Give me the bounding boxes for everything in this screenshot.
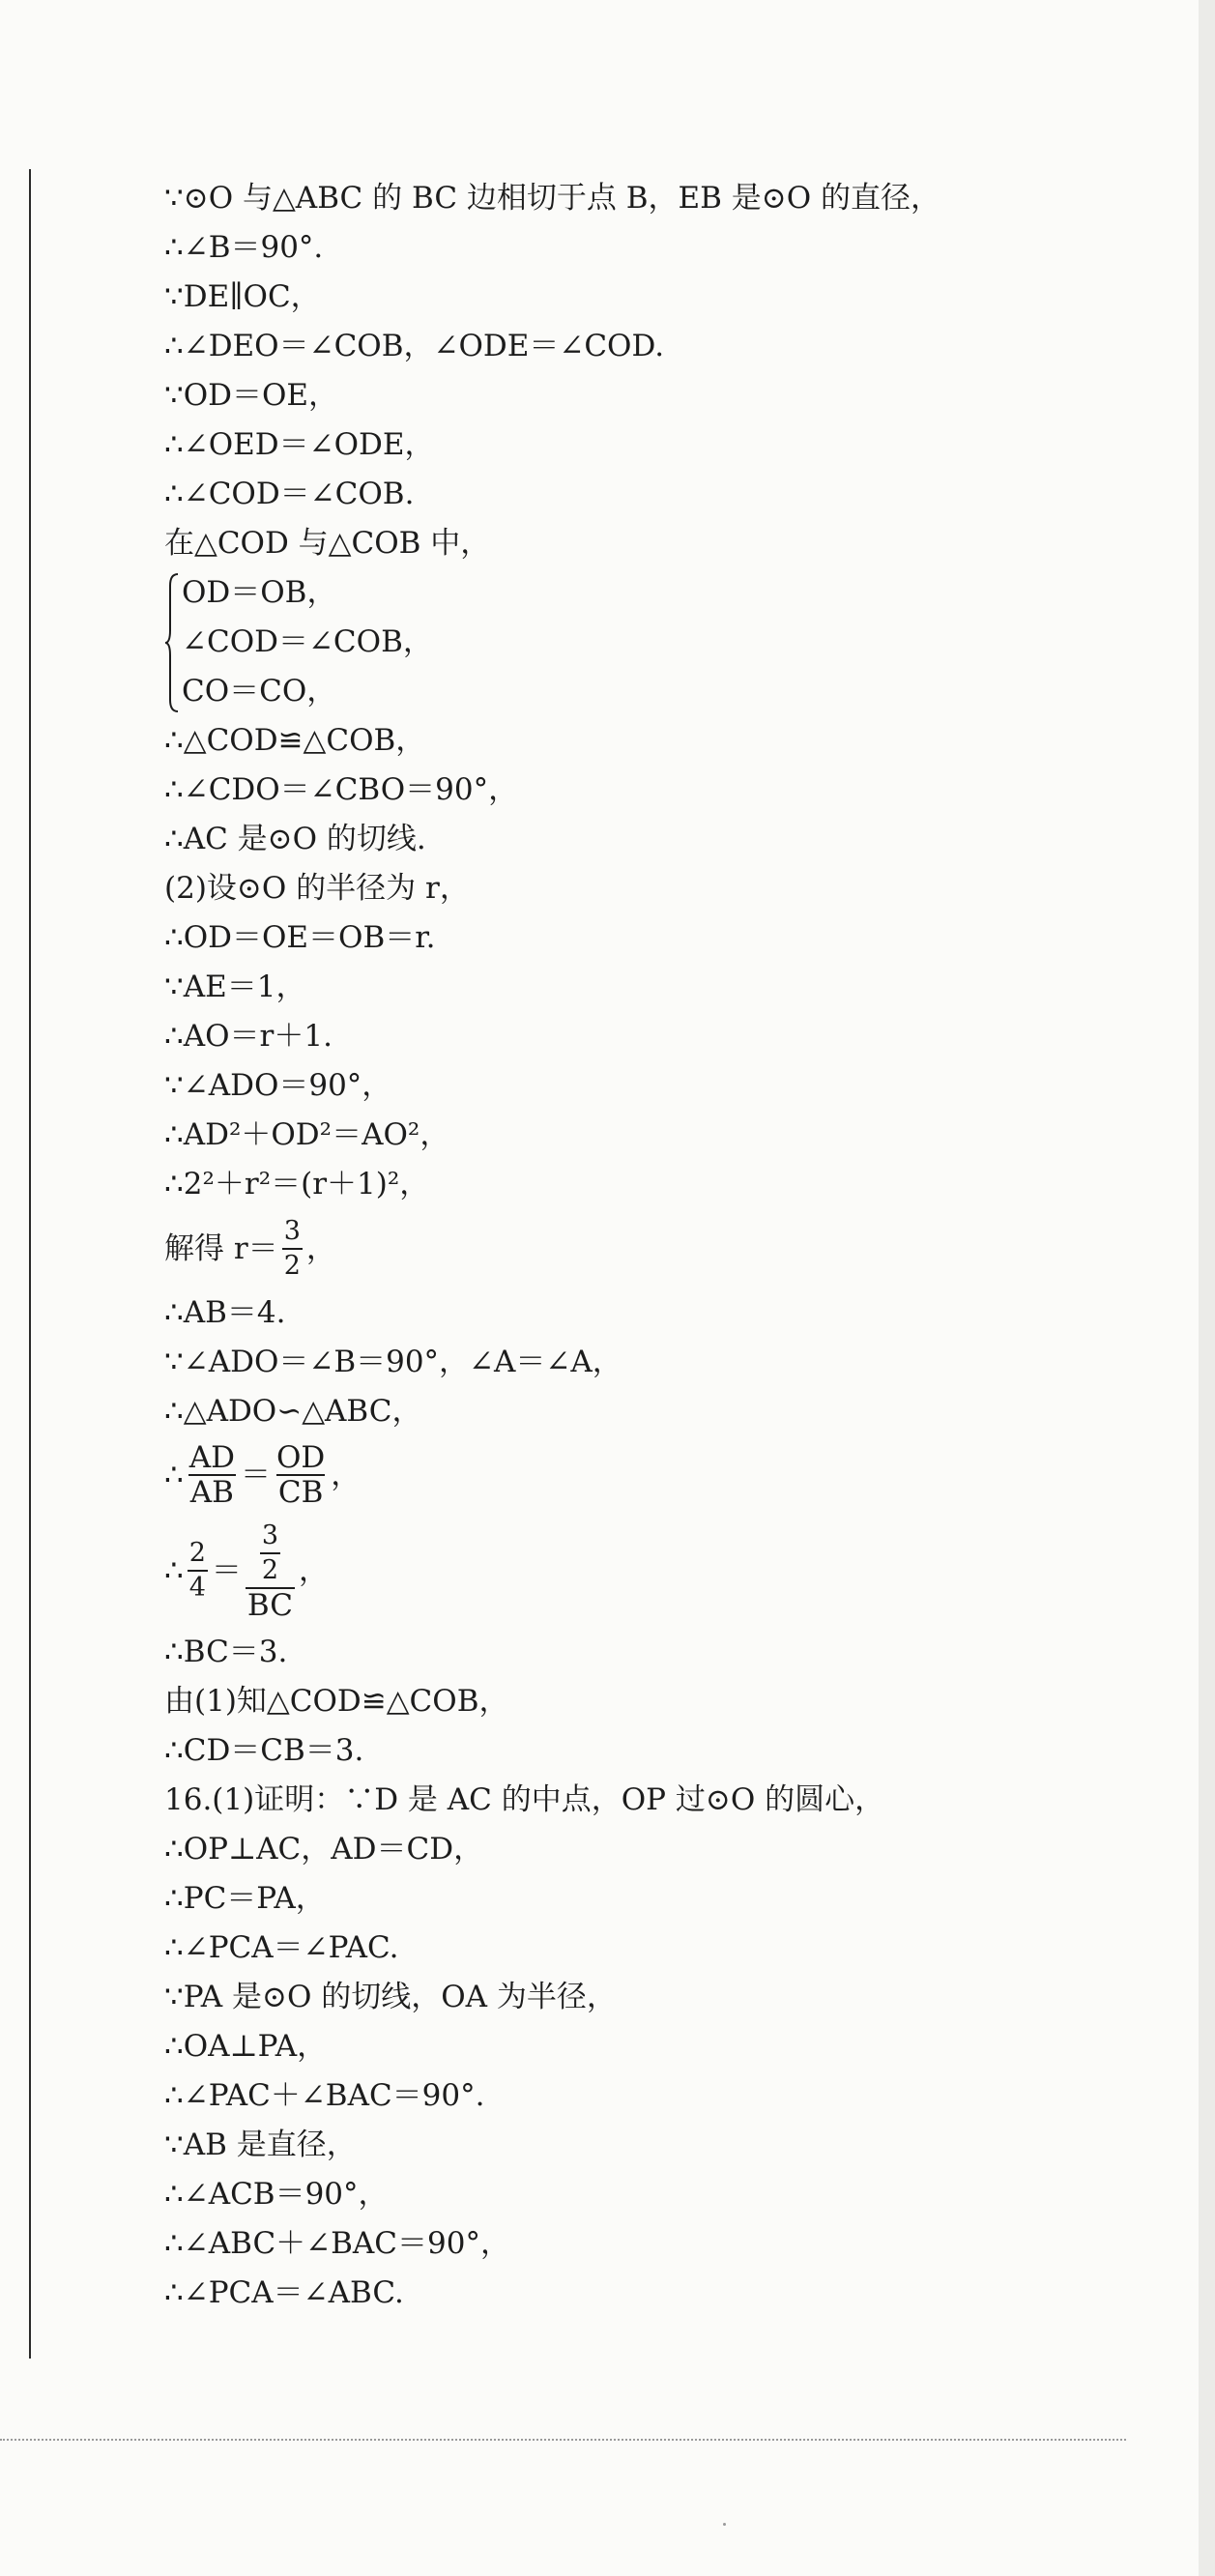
scan-speck <box>723 2523 726 2526</box>
text-line: ∴∠PAC＋∠BAC＝90°. <box>164 2078 485 2113</box>
fraction-denominator: CB <box>277 1475 324 1510</box>
fraction-numerator: AD <box>188 1440 235 1475</box>
ratio-prefix: ∴ <box>164 1457 184 1492</box>
fraction-denominator: 2 <box>260 1552 280 1587</box>
fraction-od-cb <box>275 1441 327 1509</box>
text-line: ∴∠CDO＝∠CBO＝90°， <box>164 772 519 807</box>
dotted-divider <box>0 2439 1126 2441</box>
text-line: ∴AC 是⊙O 的切线. <box>164 822 426 856</box>
text-line: ∴BC＝3. <box>164 1635 288 1669</box>
fraction-denominator: AB <box>189 1475 234 1510</box>
text-line: ∴OP⊥AC，AD＝CD， <box>164 1832 484 1867</box>
text-line: ∴PC＝PA， <box>164 1881 326 1916</box>
text-line: ∴∠B＝90°. <box>164 230 324 265</box>
text-line: ∴∠COD＝∠COB. <box>164 477 415 511</box>
text-line: ∴∠ACB＝90°， <box>164 2177 389 2212</box>
text-line: ∴AB＝4. <box>164 1295 286 1330</box>
fraction-3-2 <box>260 1520 280 1587</box>
text-line: ∵OD＝OE， <box>164 378 339 413</box>
solve-prefix: 解得 r＝ <box>164 1230 278 1266</box>
fraction-nested <box>246 1520 295 1622</box>
text-line: (2)设⊙O 的半径为 r， <box>164 871 470 906</box>
text-line: ∴∠PCA＝∠ABC. <box>164 2275 404 2310</box>
text-line: ∴AO＝r＋1. <box>164 1019 333 1054</box>
equals-sign: ＝ <box>240 1457 271 1492</box>
ratio-line-1 <box>164 1436 1131 1514</box>
text-line: ∵AE＝1， <box>164 970 306 1004</box>
text-line: ∴2²＋r²＝(r＋1)²， <box>164 1167 430 1201</box>
ratio-prefix: ∴ <box>164 1552 184 1588</box>
fraction-denominator: BC <box>246 1588 293 1623</box>
text-line: ∵AB 是直径， <box>164 2127 357 2162</box>
fraction-ad-ab <box>188 1441 237 1509</box>
text-line: 16.(1)证明：∵D 是 AC 的中点，OP 过⊙O 的圆心， <box>164 1782 885 1817</box>
fraction-denominator: 4 <box>188 1570 208 1605</box>
system-line: OD＝OB， <box>182 575 337 610</box>
ratio-suffix: ， <box>299 1552 329 1588</box>
text-line: ∴∠OED＝∠ODE， <box>164 427 435 462</box>
fraction-denominator: 2 <box>282 1248 303 1283</box>
text-line: ∵DE∥OC， <box>164 279 321 314</box>
fraction-numerator: 2 <box>188 1538 206 1568</box>
fraction-numerator: OD <box>275 1440 326 1475</box>
text-line: ∴△COD≌△COB， <box>164 723 426 758</box>
fraction-2-4 <box>188 1537 208 1605</box>
text-line: ∴OD＝OE＝OB＝r. <box>164 920 436 955</box>
text-line: ∴AD²＋OD²＝AO²， <box>164 1117 450 1152</box>
left-brace-icon <box>164 572 180 713</box>
text-line: ∵PA 是⊙O 的切线，OA 为半径， <box>164 1980 617 2014</box>
text-line: ∴∠ABC＋∠BAC＝90°， <box>164 2226 510 2261</box>
ratio-line-2 <box>164 1514 1131 1628</box>
text-line: ∴CD＝CB＝3. <box>164 1733 364 1768</box>
text-line: ∴∠PCA＝∠PAC. <box>164 1930 399 1965</box>
solve-suffix: ， <box>305 1230 336 1266</box>
solve-r-line <box>164 1209 1131 1288</box>
fraction-numerator <box>260 1520 280 1587</box>
text-line: ∴△ADO∽△ABC， <box>164 1394 422 1429</box>
ratio-suffix: ， <box>331 1457 362 1492</box>
fraction-r <box>282 1215 303 1283</box>
system-line: CO＝CO， <box>182 674 337 709</box>
fraction-numerator: 3 <box>261 1520 279 1550</box>
text-line: 在△COD 与△COB 中， <box>164 526 491 561</box>
solution-text <box>164 174 1131 2318</box>
text-line: ∵⊙O 与△ABC 的 BC 边相切于点 B，EB 是⊙O 的直径， <box>164 181 941 216</box>
text-line: ∵∠ADO＝90°， <box>164 1068 392 1103</box>
equals-sign: ＝ <box>211 1552 242 1588</box>
page-edge-shadow <box>1199 0 1215 2576</box>
system-line: ∠COD＝∠COB， <box>182 624 433 659</box>
text-line: ∵∠ADO＝∠B＝90°，∠A＝∠A， <box>164 1345 622 1379</box>
fraction-numerator: 3 <box>283 1216 301 1246</box>
text-line: ∴∠DEO＝∠COB，∠ODE＝∠COD. <box>164 329 665 363</box>
left-margin-line <box>29 169 31 2359</box>
text-line: 由(1)知△COD≌△COB， <box>164 1684 509 1719</box>
text-line: ∴OA⊥PA， <box>164 2029 328 2064</box>
equation-system <box>164 568 1131 716</box>
